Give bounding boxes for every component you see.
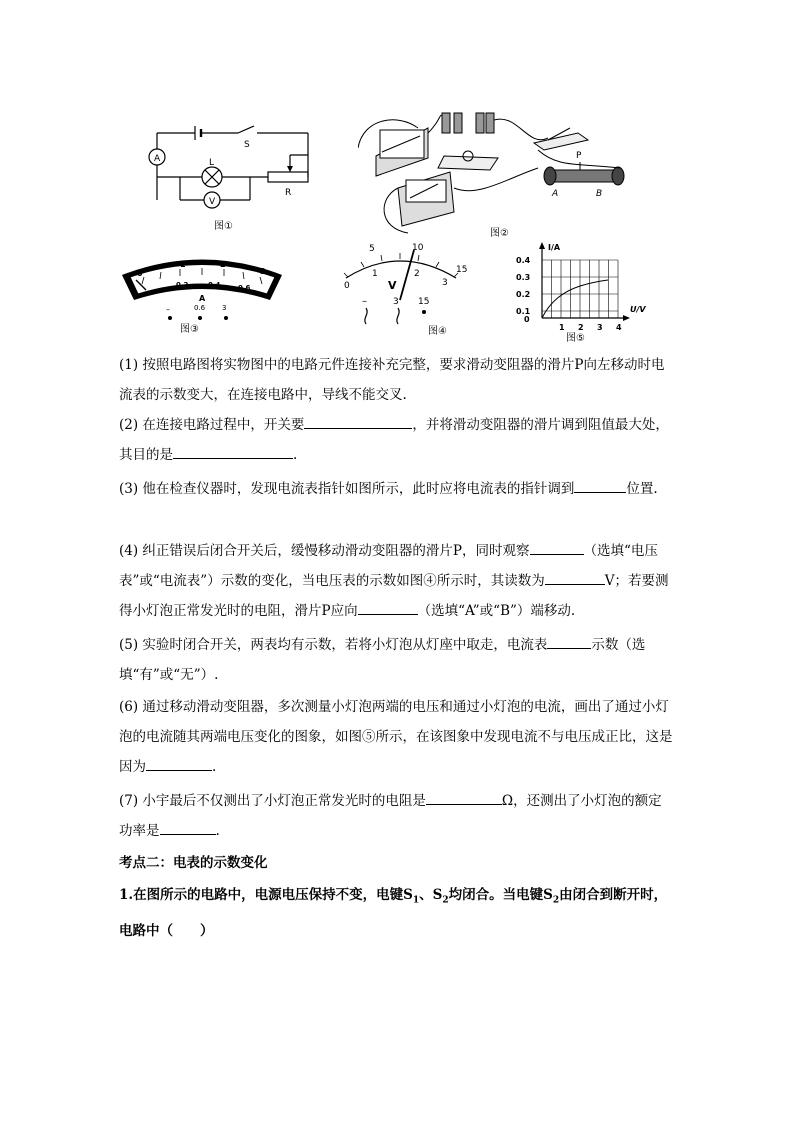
graph-xtick-2: 2 [578, 323, 584, 332]
voltmeter-top-scale-5: 5 [369, 244, 375, 254]
question-5-part-b: 示数（选填“有”或“无”）. [119, 637, 646, 683]
question-7 [119, 786, 675, 846]
question-6-part-a: (6) 通过移动滑动变阻器，多次测量小灯泡两端的电压和通过小灯泡的电流，画出了通过小灯泡的电流随其两端电压变化的图象，如图⑤所示，在该图象中发现电流不与电压成正比，这是因为 [119, 699, 673, 775]
question-4-part-b: （选填“电压表”或“电流表”）示数的变化，当电压表的示数如图④所示时，其读数为 [119, 543, 658, 589]
voltmeter-top-scale-15: 15 [456, 265, 468, 275]
question-2 [119, 410, 675, 470]
iu-graph [506, 240, 664, 340]
ammeter-top-scale-0: 0 [137, 269, 143, 278]
question-7-part-c: . [215, 823, 220, 839]
question-3-part-a: (3) 他在检查仪器时，发现电流表指针如图所示，此时应将电流表的指针调到 [119, 481, 575, 497]
apparatus-drawing [358, 108, 636, 236]
question-1-text: (1) 按照电路图将实物图中的电路元件连接补充完整，要求滑动变阻器的滑片P向左移动时电流表的示数变大，在连接电路中，导线不能交叉. [119, 357, 665, 403]
ammeter-unit: A [199, 294, 206, 303]
question-2-part-a: (2) 在连接电路过程中，开关要 [119, 417, 305, 433]
terminal-b-label: B [596, 189, 603, 199]
question-4-part-c: V；若要测得小灯泡正常发光时的电阻，滑片P应向 [119, 573, 669, 619]
question-7-part-b: Ω，还测出了小灯泡的额定功率是 [119, 793, 662, 839]
answer-blank-slider-direction[interactable] [358, 600, 418, 615]
ammeter-bottom-scale-2: 0.6 [238, 284, 251, 292]
problem-1-part-c: 均闭合。当电键S [448, 887, 553, 903]
answer-blank-voltage-reading[interactable] [545, 570, 605, 585]
voltmeter-terminal-15: 15 [418, 297, 430, 307]
question-4-part-d: （选填“A”或“B”）端移动. [417, 603, 576, 619]
graph-xtick-3: 3 [597, 323, 603, 332]
answer-blank-pointer-position[interactable] [574, 478, 626, 493]
figure-4-caption: 图④ [428, 326, 447, 337]
ammeter-top-scale-1: 1 [180, 260, 186, 269]
question-3-part-b: 位置. [626, 481, 658, 497]
figure-5-caption: 图⑤ [566, 333, 585, 344]
question-6 [119, 692, 675, 782]
answer-blank-rated-power[interactable] [160, 820, 216, 835]
voltmeter-bottom-scale-2: 2 [414, 269, 420, 279]
problem-1-part-d: 由闭合到断开时，电路中（ ） [119, 887, 668, 939]
figure-2-caption: 图② [490, 228, 509, 239]
answer-blank-reason[interactable] [146, 756, 212, 771]
switch-label: S [244, 140, 250, 150]
problem-1-sub-2: 2 [442, 895, 449, 906]
figure-2-apparatus [358, 108, 636, 239]
answer-blank-observe-meter[interactable] [530, 540, 584, 555]
ammeter-label: A [154, 154, 161, 164]
question-5 [119, 630, 675, 690]
section-heading-text: 考点二：电表的示数变化 [119, 855, 268, 871]
graph-ytick-04: 0.4 [516, 256, 531, 265]
figure-5-iu-graph [506, 240, 664, 344]
problem-1-part-b: 、S [419, 887, 443, 903]
question-2-part-b: ，并将滑动变阻器的滑片调到阻值最大处，其目的是 [119, 417, 669, 463]
question-3 [119, 474, 675, 504]
figure-4-voltmeter [318, 240, 473, 337]
figure-3-caption: 图③ [180, 324, 199, 335]
graph-ytick-01: 0.1 [516, 307, 531, 316]
lamp-label: L [209, 158, 215, 168]
svg-text:–: – [166, 305, 170, 314]
answer-blank-switch-state[interactable] [304, 414, 412, 429]
question-4 [119, 536, 675, 626]
graph-x-label: U/V [630, 305, 646, 314]
graph-y-label: I/A [548, 243, 561, 252]
graph-ytick-03: 0.3 [516, 273, 531, 282]
rheostat-label: R [285, 188, 292, 198]
slider-p-label: P [576, 151, 582, 161]
terminal-a-label: A [552, 189, 559, 199]
question-1 [119, 350, 675, 410]
ammeter-bottom-scale-1: 0.4 [208, 281, 221, 289]
question-5-part-a: (5) 实验时闭合开关，两表均有示数，若将小灯泡从灯座中取走，电流表 [119, 637, 548, 653]
graph-xtick-4: 4 [616, 323, 622, 332]
voltmeter-unit: V [388, 279, 397, 292]
question-6-part-b: . [212, 759, 217, 775]
voltmeter-bottom-scale-0: 0 [344, 281, 350, 291]
answer-blank-resistance[interactable] [426, 790, 502, 805]
problem-1 [119, 880, 675, 946]
voltmeter-top-scale-10: 10 [412, 243, 424, 253]
ammeter-top-scale-3: 3 [260, 267, 266, 276]
ammeter-terminal-06: 0.6 [194, 304, 206, 312]
ammeter-top-scale-2: 2 [220, 260, 226, 269]
ammeter-terminal-3: 3 [222, 304, 227, 312]
figure-1-caption: 图① [214, 221, 233, 232]
ammeter-dial [120, 250, 285, 330]
graph-xtick-1: 1 [559, 323, 565, 332]
problem-1-part-a: 1.在图所示的电路中，电源电压保持不变，电键S [119, 887, 413, 903]
voltmeter-minus: – [362, 296, 367, 307]
voltmeter-label: V [209, 197, 216, 207]
answer-blank-ammeter-reading[interactable] [547, 634, 591, 649]
answer-blank-purpose[interactable] [173, 444, 293, 459]
graph-ytick-02: 0.2 [516, 290, 531, 299]
question-4-part-a: (4) 纠正错误后闭合开关后，缓慢移动滑动变阻器的滑片P，同时观察 [119, 543, 530, 559]
problem-1-sub-1: 1 [412, 895, 420, 906]
section-heading [119, 848, 675, 878]
voltmeter-dial [318, 240, 473, 334]
voltmeter-bottom-scale-3: 3 [442, 278, 448, 288]
ammeter-bottom-scale-0: 0.2 [176, 281, 189, 289]
figure-3-ammeter [120, 250, 285, 335]
circuit-diagram [140, 125, 320, 230]
question-7-part-a: (7) 小宇最后不仅测出了小灯泡正常发光时的电阻是 [119, 793, 426, 809]
voltmeter-bottom-scale-1: 1 [372, 269, 378, 279]
problem-1-sub-3: 2 [552, 895, 560, 906]
graph-origin: 0 [524, 315, 530, 324]
figure-1-circuit [140, 125, 320, 230]
voltmeter-terminal-3: 3 [393, 297, 399, 307]
question-2-part-c: . [293, 447, 298, 463]
